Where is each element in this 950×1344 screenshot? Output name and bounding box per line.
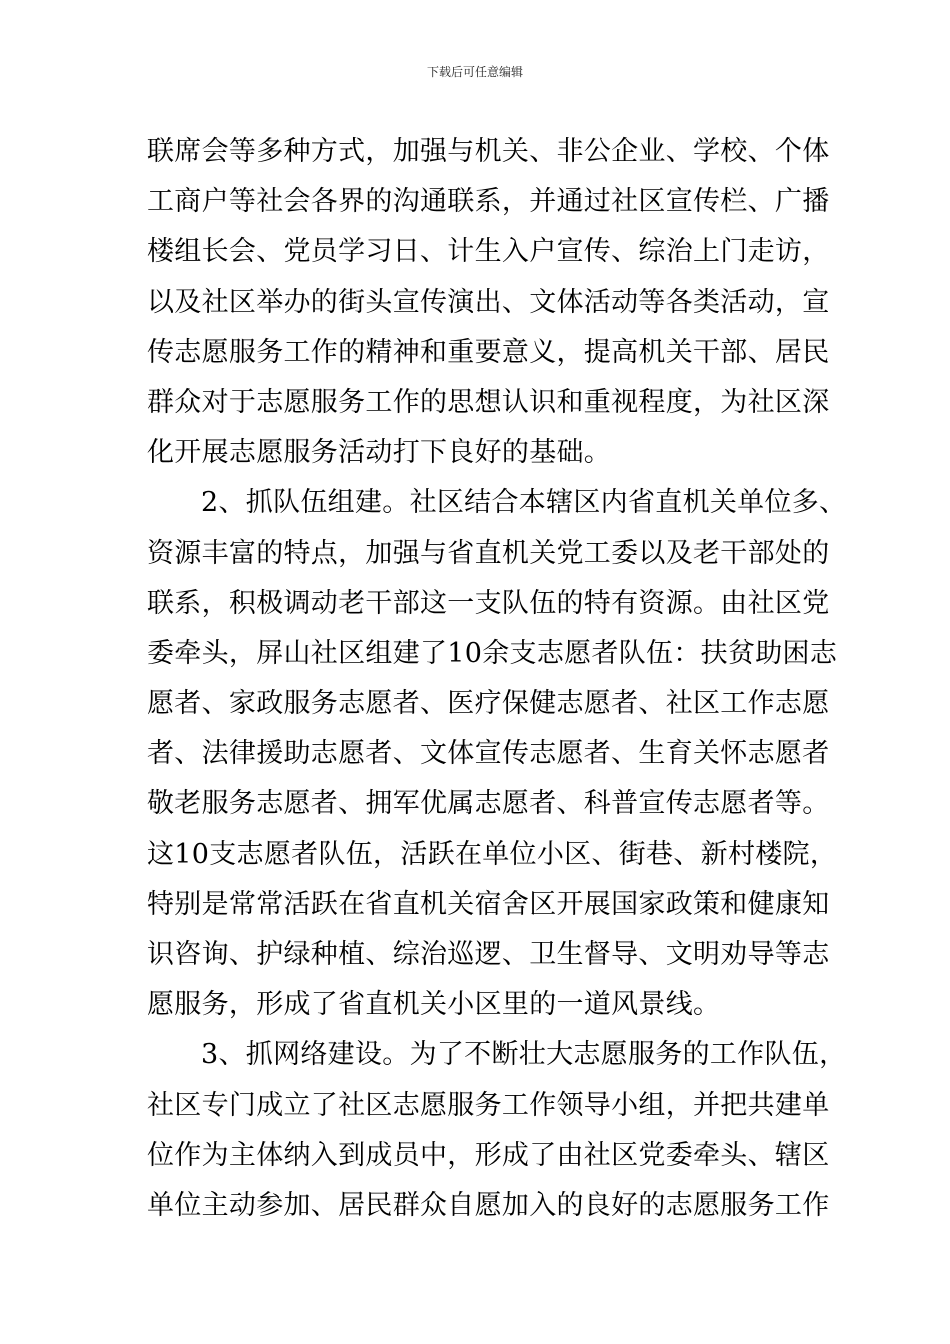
text-line: 愿者、家政服务志愿者、医疗保健志愿者、社区工作志愿: [147, 688, 830, 720]
text-line: 委牵头，屏山社区组建了10余支志愿者队伍：扶贫助困志: [147, 637, 838, 669]
text-line: 资源丰富的特点，加强与省直机关党工委以及老干部处的: [147, 537, 830, 569]
text-line: 传志愿服务工作的精神和重要意义，提高机关干部、居民: [147, 336, 830, 368]
text-line: 愿服务，形成了省直机关小区里的一道风景线。: [147, 989, 721, 1021]
text-line: 联系，积极调动老干部这一支队伍的特有资源。由社区党: [147, 587, 830, 619]
text-line: 社区专门成立了社区志愿服务工作领导小组，并把共建单: [147, 1089, 830, 1121]
text-line: 识咨询、护绿种植、综治巡逻、卫生督导、文明劝导等志: [147, 939, 830, 970]
document-body: [147, 127, 847, 1231]
text-line: 联席会等多种方式，加强与机关、非公企业、学校、个体: [147, 136, 830, 167]
text-line: 工商户等社会各界的沟通联系，并通过社区宣传栏、广播: [147, 186, 830, 218]
text-line: 以及社区举办的街头宣传演出、文体活动等各类活动，宣: [147, 286, 830, 318]
page-header-note: 下载后可任意编辑: [426, 65, 523, 79]
text-line: 化开展志愿服务活动打下良好的基础。: [147, 437, 612, 469]
text-line: 位作为主体纳入到成员中，形成了由社区党委牵头、辖区: [147, 1139, 830, 1171]
text-line: 群众对于志愿服务工作的思想认识和重视程度，为社区深: [147, 386, 830, 418]
paragraph-start-line: 3、抓网络建设。为了不断壮大志愿服务的工作队伍，: [201, 1039, 847, 1071]
text-line: 楼组长会、党员学习日、计生入户宣传、综治上门走访，: [147, 236, 830, 268]
text-line: 特别是常常活跃在省直机关宿舍区开展国家政策和健康知: [147, 888, 830, 920]
text-line: 者、法律援助志愿者、文体宣传志愿者、生育关怀志愿者: [147, 738, 830, 770]
paragraph-start-line: 2、抓队伍组建。社区结合本辖区内省直机关单位多、: [201, 487, 847, 519]
text-line: 这10支志愿者队伍，活跃在单位小区、街巷、新村楼院，: [147, 838, 838, 870]
text-line: 敬老服务志愿者、拥军优属志愿者、科普宣传志愿者等。: [147, 788, 830, 820]
text-line: 单位主动参加、居民群众自愿加入的良好的志愿服务工作: [147, 1189, 830, 1221]
